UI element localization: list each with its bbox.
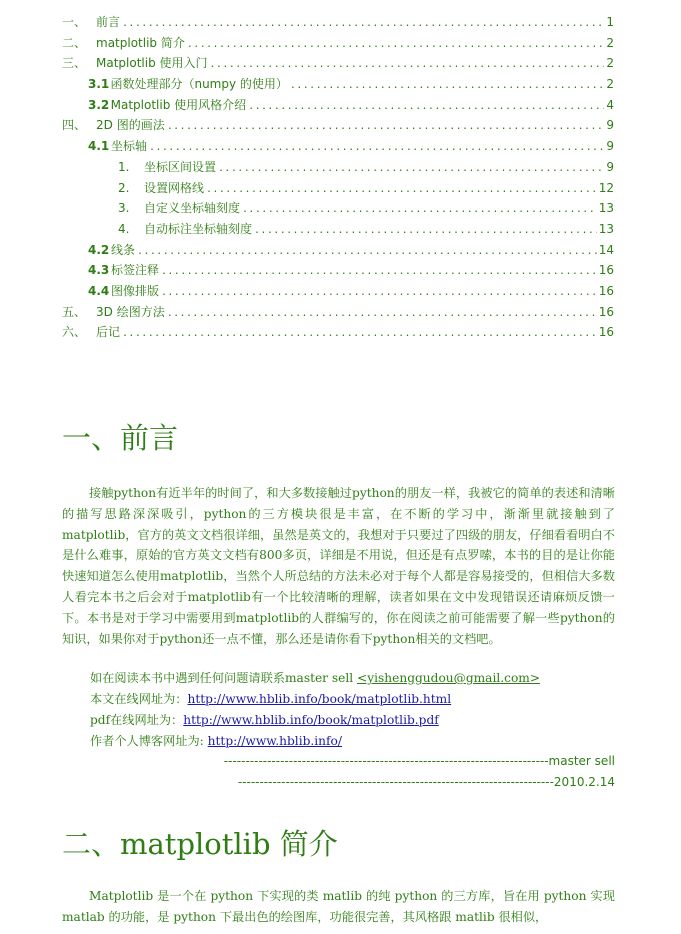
toc-entry-title: 2D 图的画法: [96, 118, 165, 133]
toc-entry-title: 设置网格线: [144, 180, 205, 195]
toc-entry[interactable]: [62, 198, 614, 219]
signature-date: -------------------------------------------------------------------------2010.2.14: [237, 775, 615, 789]
toc-entry-page: 13: [598, 201, 614, 216]
toc-entry[interactable]: [62, 157, 614, 178]
toc-entry-page: 2: [606, 77, 614, 92]
toc-entry-title: 坐标轴: [111, 139, 148, 154]
toc-entry[interactable]: [62, 178, 614, 199]
toc-entry-title: 后记: [96, 325, 121, 340]
toc-entry-number: 3.2: [88, 97, 110, 112]
toc-leader-dots: [122, 14, 604, 35]
toc-entry-number: 4.4: [88, 283, 110, 298]
toc-entry-number: 4.3: [88, 263, 110, 278]
toc-entry-page: 4: [606, 97, 614, 112]
toc-leader-dots: [122, 324, 597, 345]
toc-entry-number: 2.: [118, 180, 130, 195]
toc-leader-dots: [210, 55, 605, 76]
toc-entry[interactable]: [62, 12, 614, 33]
toc-leader-dots: [206, 180, 597, 201]
toc-entry-number: 五、: [62, 304, 87, 319]
signature-author: ---------------------------------------------------------------------------master sell: [223, 754, 615, 768]
toc-entry[interactable]: [62, 302, 614, 323]
toc-entry-number: 3.: [118, 201, 130, 216]
online-url-label: 本文在线网址为：: [90, 692, 188, 706]
toc-entry-title: 图像排版: [110, 283, 159, 298]
contact-prefix: 如在阅读本书中遇到任何问题请联系master sell: [90, 671, 358, 685]
toc-leader-dots: [161, 262, 597, 283]
toc-entry-page: 13: [598, 221, 614, 236]
toc-leader-dots: [290, 76, 604, 97]
toc-entry-page: 16: [598, 263, 614, 278]
pdf-url-link[interactable]: http://www.hblib.info/book/matplotlib.pdf: [183, 713, 439, 727]
table-of-contents: [62, 12, 614, 343]
toc-leader-dots: [187, 35, 605, 56]
contact-email-link[interactable]: <yishenggudou@gmail.com>: [357, 671, 541, 685]
toc-entry-page: 9: [606, 118, 614, 133]
toc-entry-page: 16: [598, 283, 614, 298]
toc-entry-page: 1: [606, 15, 614, 29]
preface-paragraph: 接触python有近半年的时间了，和大多数接触过python的朋友一样，我被它的简单的表述和清晰的描写思路深深吸引，python的三方模块很是丰富，在不断的学习中，渐渐里就接触到了matplotlib，官方的英文文档很详细，虽然是英文的，我想对于只要过了四级的朋友，仔细看看明白不是什么难事，原始的官方英文文档有800多页，详细是不用说，但还是有点罗嗦，本书的目的是让你能快速知道怎么使用matplotlib，当然个人所总结的方法未必对于每个人都是容易接受的，但相信大多数人看完本书之后会对于matplotlib有一个比较清晰的理解，读者如果在文中发现错误还请麻烦反馈一下。本书是对于学习中需要用到matplotlib的人群编写的，你在阅读之前可能需要了解一些python的知识，如果你对于python还一点不懂，那么还是请你看下python相关的文档吧。: [62, 486, 615, 646]
toc-leader-dots: [167, 304, 597, 325]
toc-leader-dots: [137, 242, 597, 263]
section-heading-preface: 一、前言: [62, 421, 179, 455]
toc-entry[interactable]: [62, 240, 614, 261]
intro-paragraph: Matplotlib 是一个在 python 下实现的类 matlib 的纯 python 的三方库，旨在用 python 实现 matlab 的功能，是 python 下最出色的绘图库，功能很完善，其风格跟 matlib 很相似，: [62, 889, 615, 924]
toc-entry-page: 9: [606, 139, 614, 154]
toc-leader-dots: [167, 117, 605, 138]
toc-entry[interactable]: [62, 136, 614, 157]
contact-line: [90, 669, 540, 686]
toc-entry[interactable]: [62, 53, 614, 74]
toc-entry-page: 2: [606, 56, 614, 71]
toc-entry-number: 3.1: [88, 77, 110, 92]
toc-entry-page: 14: [598, 242, 614, 257]
toc-entry-title: 自定义坐标轴刻度: [144, 201, 241, 216]
toc-entry-number: 四、: [62, 118, 87, 133]
toc-entry-title: 函数处理部分（numpy 的使用）: [110, 77, 288, 92]
pdf-url-label: pdf在线网址为：: [90, 713, 184, 727]
toc-entry-title: 3D 绘图方法: [96, 304, 165, 319]
toc-entry-number: 1.: [118, 159, 130, 174]
toc-entry[interactable]: [62, 260, 614, 281]
blog-url-link[interactable]: http://www.hblib.info/: [207, 734, 342, 748]
toc-entry-number: 三、: [62, 56, 87, 71]
toc-entry[interactable]: [62, 74, 614, 95]
toc-entry-title: 前言: [96, 15, 121, 29]
toc-entry-page: 12: [598, 180, 614, 195]
toc-leader-dots: [218, 159, 604, 180]
toc-leader-dots: [248, 97, 604, 118]
online-url-line: [90, 690, 451, 707]
toc-leader-dots: [254, 221, 597, 242]
toc-entry-title: 线条: [111, 242, 136, 257]
blog-url-label: 作者个人博客网址为:: [90, 734, 208, 748]
toc-entry[interactable]: [62, 281, 614, 302]
toc-entry-number: 4.: [118, 221, 130, 236]
toc-entry-number: 二、: [62, 35, 87, 50]
section-heading-intro: 二、matplotlib 简介: [62, 827, 338, 861]
blog-url-line: [90, 732, 342, 749]
pdf-url-line: [90, 711, 439, 728]
toc-entry-title: 标签注释: [110, 263, 159, 278]
toc-entry-number: 4.2: [88, 242, 110, 257]
toc-entry-number: 4.1: [88, 139, 110, 154]
toc-entry-title: 坐标区间设置: [144, 159, 217, 174]
toc-entry-page: 16: [598, 304, 614, 319]
toc-entry-title: Matplotlib 使用入门: [96, 56, 208, 71]
toc-entry-page: 2: [606, 35, 614, 50]
toc-entry[interactable]: [62, 219, 614, 240]
toc-entry[interactable]: [62, 33, 614, 54]
toc-entry[interactable]: [62, 115, 614, 136]
toc-entry-title: matplotlib 简介: [96, 35, 185, 50]
toc-entry-number: 六、: [62, 325, 87, 340]
toc-entry-title: 自动标注坐标轴刻度: [144, 221, 253, 236]
toc-entry[interactable]: [62, 322, 614, 343]
toc-entry[interactable]: [62, 95, 614, 116]
toc-leader-dots: [149, 138, 604, 159]
toc-leader-dots: [242, 200, 597, 221]
toc-entry-number: 一、: [62, 15, 87, 29]
online-url-link[interactable]: http://www.hblib.info/book/matplotlib.html: [187, 692, 452, 706]
toc-entry-title: Matplotlib 使用风格介绍: [110, 97, 247, 112]
toc-entry-page: 16: [598, 325, 614, 340]
toc-entry-page: 9: [606, 159, 614, 174]
toc-leader-dots: [161, 283, 597, 304]
